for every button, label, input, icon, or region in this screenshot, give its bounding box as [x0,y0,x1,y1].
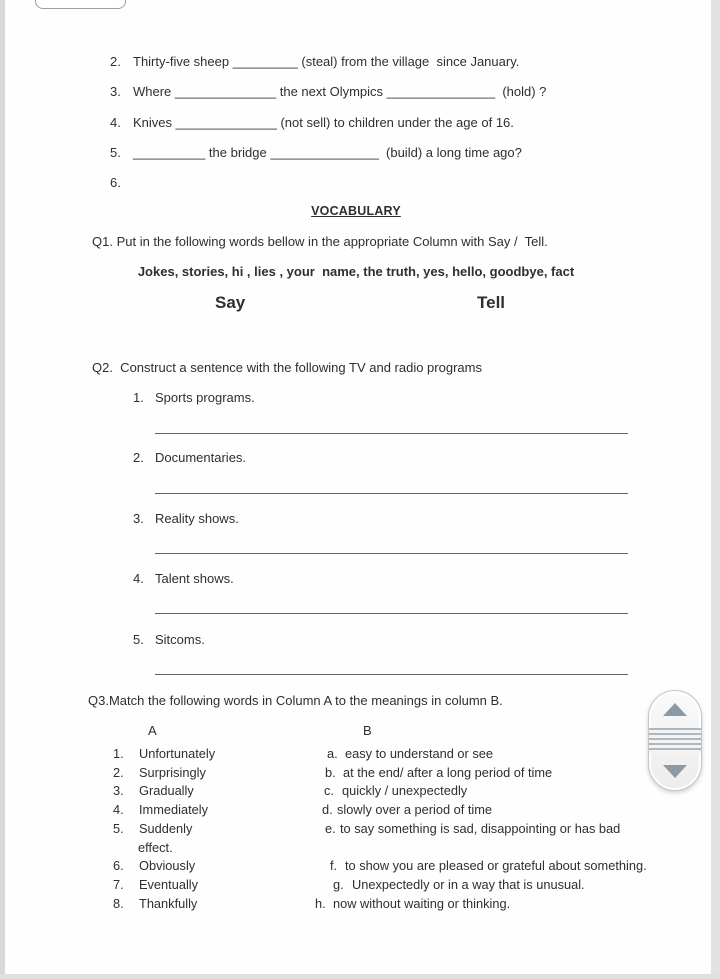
column-a-word: Eventually [139,877,199,892]
column-a-header: A [148,723,157,738]
item-label: Sports programs. [155,390,255,405]
column-b-letter: f. [330,858,338,873]
item-number: 1. [113,746,124,761]
scroll-up-button[interactable] [649,691,701,728]
item-number: 3. [113,783,124,798]
item-label: Reality shows. [155,511,239,526]
answer-line [155,433,628,434]
column-b-letter: b. [325,765,336,780]
column-a-word: Thankfully [139,896,198,911]
item-number: 2. [110,54,121,69]
column-b-meaning: Unexpectedly or in a way that is unusual. [352,877,585,892]
column-b-meaning: quickly / unexpectedly [342,783,468,798]
item-number: 7. [113,877,124,892]
item-number: 1. [133,390,144,405]
triangle-down-icon [663,765,687,778]
column-b-header: B [363,723,372,738]
scroll-widget[interactable] [648,690,702,791]
vocabulary-heading: VOCABULARY [311,204,401,218]
column-a-word: Immediately [139,802,208,817]
column-a-word: Unfortunately [139,746,216,761]
column-b-letter: c. [324,783,334,798]
column-b-letter: d. [322,802,333,817]
item-text: Thirty-five sheep _________ (steal) from the village since January. [133,54,520,69]
item-text: __________ the bridge _______________ (build) a long time ago? [133,145,522,160]
item-number: 3. [133,511,144,526]
column-b-meaning: to say something is sad, disappointing or has bad [340,821,621,836]
answer-line [155,674,628,675]
answer-line [155,493,628,494]
scroll-grip-handle[interactable] [649,728,701,753]
q1-prompt: Q1. Put in the following words bellow in the appropriate Column with Say / Tell. [92,234,548,249]
item-label: Sitcoms. [155,632,205,647]
column-b-letter: g. [333,877,344,892]
top-partial-button[interactable] [35,0,126,9]
item-number: 6. [113,858,124,873]
column-b-letter: h. [315,896,326,911]
column-a-word: Gradually [139,783,194,798]
item-text: Knives ______________ (not sell) to children under the age of 16. [133,115,514,130]
item-number: 6. [110,175,121,190]
column-a-word: Surprisingly [139,765,206,780]
q2-prompt: Q2. Construct a sentence with the following TV and radio programs [92,360,482,375]
column-b-meaning: easy to understand or see [345,746,493,761]
item-number: 5. [133,632,144,647]
q1-word-bank: Jokes, stories, hi , lies , your name, the truth, yes, hello, goodbye, fact [137,264,575,279]
column-a-word: Obviously [139,858,196,873]
item-number: 4. [113,802,124,817]
column-b-meaning: to show you are pleased or grateful about something. [345,858,647,873]
left-edge-strip [0,0,5,979]
item-label: Talent shows. [155,571,234,586]
column-a-word: Suddenly [139,821,193,836]
item-number: 3. [110,84,121,99]
answer-line [155,553,628,554]
item-text: Where ______________ the next Olympics _______________ (hold) ? [133,84,547,99]
q3-prompt: Q3.Match the following words in Column A to the meanings in column B. [88,693,503,708]
column-b-meaning: slowly over a period of time [337,802,493,817]
tell-column-header: Tell [477,293,506,312]
item-number: 4. [110,115,121,130]
item-number: 4. [133,571,144,586]
answer-line [155,613,628,614]
column-b-meaning-wrap: effect. [138,840,173,855]
item-number: 5. [113,821,124,836]
column-b-meaning: at the end/ after a long period of time [343,765,553,780]
item-number: 2. [133,450,144,465]
column-b-letter: e. [325,821,336,836]
triangle-up-icon [663,703,687,716]
item-number: 2. [113,765,124,780]
scroll-down-button[interactable] [649,753,701,790]
item-number: 5. [110,145,121,160]
column-b-letter: a. [327,746,338,761]
column-b-meaning: now without waiting or thinking. [333,896,511,911]
bottom-edge-strip [0,974,720,979]
item-number: 8. [113,896,124,911]
say-column-header: Say [215,293,246,312]
item-label: Documentaries. [155,450,247,465]
right-edge-strip [711,0,720,979]
